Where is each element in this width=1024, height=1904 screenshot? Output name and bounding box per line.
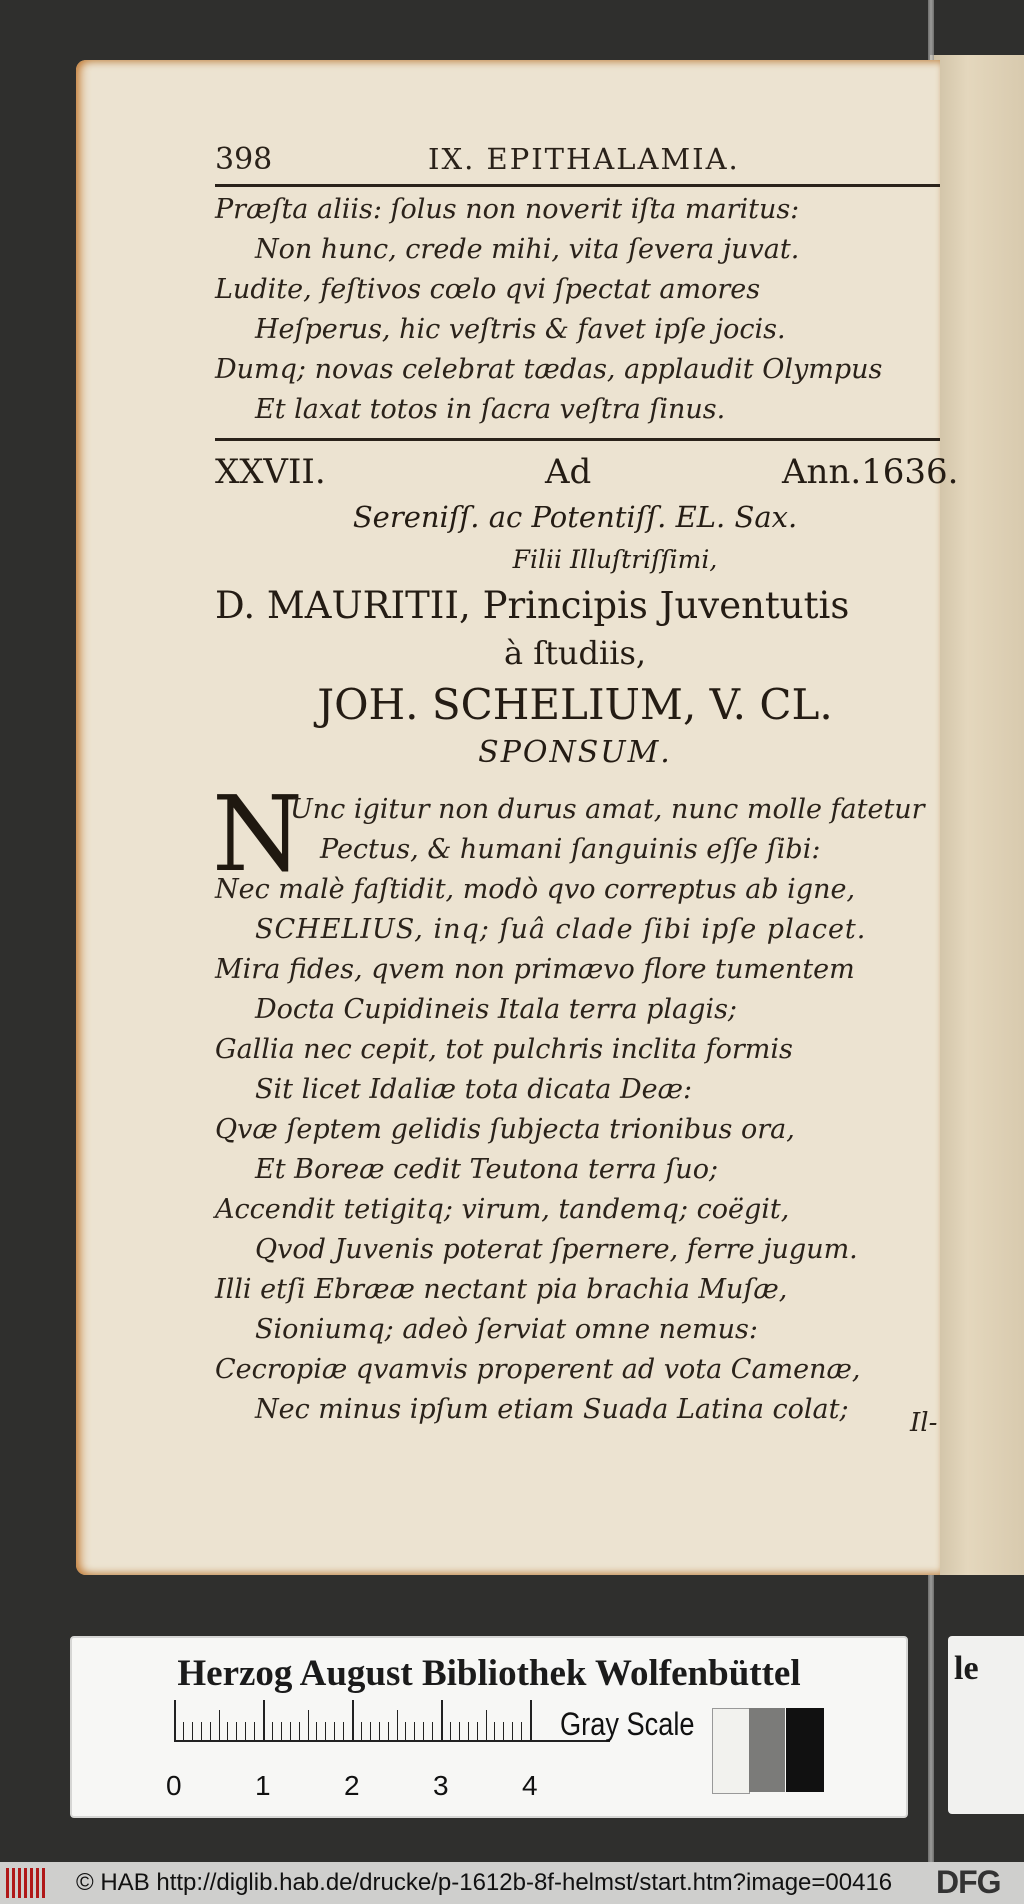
ruler-tick [192, 1722, 193, 1740]
ruler-tick [441, 1700, 443, 1740]
ruler-tick [379, 1722, 380, 1740]
ruler-number: 3 [433, 1770, 449, 1801]
heading-line-5: JOH. SCHELIUM, V. CL. [317, 680, 833, 729]
ruler-tick [281, 1722, 282, 1740]
verse-line: Nec malè faſtidit, modò qvo correptus ab igne, [215, 874, 856, 905]
ruler-tick [530, 1700, 532, 1740]
verse-line: Mira fides, qvem non primævo flore tumentem [215, 954, 855, 985]
verse-line: Heſperus, hic veſtris & favet ipſe jocis. [255, 314, 786, 345]
ruler-tick [325, 1722, 326, 1740]
hab-logo-icon [6, 1868, 48, 1898]
ruler-tick [299, 1722, 300, 1740]
footer-citation: © HAB http://diglib.hab.de/drucke/p-1612b-8f-helmst/start.htm?image=00416 [76, 1869, 893, 1896]
catchword: Il- [910, 1408, 938, 1438]
swatch-black [786, 1708, 824, 1792]
verse-line: Cecropiæ qvamvis properent ad vota Camenæ, [215, 1354, 861, 1385]
ruler-tick [414, 1722, 415, 1740]
ruler-number: 0 [166, 1770, 182, 1801]
ruler-tick [352, 1700, 354, 1740]
verse-line: Præſta aliis: ſolus non noverit iſta maritus: [215, 194, 800, 225]
ruler-tick [316, 1722, 317, 1740]
ruler-tick [521, 1722, 522, 1740]
verse-line: Unc igitur non durus amat, nunc molle fatetur [290, 794, 925, 825]
drop-cap: N [212, 773, 303, 895]
verse-line: Nec minus ipſum etiam Suada Latina colat; [255, 1394, 849, 1425]
swatch-gray [749, 1708, 785, 1792]
ruler-tick [388, 1722, 389, 1740]
ruler-tick [494, 1722, 495, 1740]
ruler-tick [450, 1722, 451, 1740]
verse-line: Qvæ ſeptem gelidis ſubjecta trionibus ora, [215, 1114, 795, 1145]
heading-year: Ann.1636. [782, 452, 959, 492]
verse-line: Sioniumq; adeò ſerviat omne nemus: [255, 1314, 758, 1345]
ruler-tick [254, 1722, 255, 1740]
verse-line: Et Boreæ cedit Teutona terra ſuo; [255, 1154, 719, 1185]
heading-line-2: Filii Illuſtriſſimi, [512, 545, 718, 574]
next-page-edge [930, 55, 1024, 1575]
verse-line: Ludite, feſtivos cœlo qvi ſpectat amores [215, 274, 761, 305]
verse-line: Gallia nec cepit, tot pulchris inclita formis [215, 1034, 793, 1065]
ruler-tick [361, 1722, 362, 1740]
footer-bar [0, 1862, 1024, 1904]
ruler-tick [423, 1722, 424, 1740]
ruler-tick [236, 1722, 237, 1740]
ruler-tick [263, 1700, 265, 1740]
second-color-card [948, 1636, 1024, 1814]
dfg-logo: DFG [936, 1864, 1001, 1900]
heading-line-3: D. MAURITII, Principis Juventutis [215, 584, 850, 627]
heading-line-1: Sereniſſ. ac Potentiſſ. EL. Sax. [352, 500, 798, 534]
gray-scale-label: Gray Scale [560, 1706, 695, 1742]
ruler-tick [477, 1722, 478, 1740]
verse-line: Pectus, & humani ſanguinis eſſe ſibi: [320, 834, 821, 865]
ruler-tick [503, 1722, 504, 1740]
ruler-number: 4 [522, 1770, 538, 1801]
verse-line: Sit licet Idaliæ tota dicata Deæ: [255, 1074, 693, 1105]
verse-line: Qvod Juvenis poterat ſpernere, ferre jugum. [255, 1234, 858, 1265]
ruler-tick [183, 1722, 184, 1740]
verse-line: Non hunc, crede mihi, vita ſevera juvat. [255, 234, 800, 265]
ruler-tick [397, 1710, 398, 1740]
verse-line: Accendit tetigitq; virum, tandemq; coëgit, [215, 1194, 790, 1225]
ruler-baseline [174, 1740, 610, 1742]
heading-line-4: à ſtudiis, [503, 634, 647, 672]
heading-line-6: SPONSUM. [478, 735, 672, 770]
verse-line: Dumq; novas celebrat tædas, applaudit Olympus [215, 354, 883, 385]
verse-line: SCHELIUS, inq; ſuâ clade ſibi ipſe placet. [255, 914, 867, 945]
ruler-tick [219, 1710, 220, 1740]
ruler-tick [272, 1722, 273, 1740]
verse-line: Docta Cupidineis Itala terra plagis; [255, 994, 738, 1025]
ruler-tick [512, 1722, 513, 1740]
ruler-tick [432, 1722, 433, 1740]
section-rule [215, 438, 940, 441]
verse-line: Illi etſi Ebrææ nectant pia brachia Muſæ, [215, 1274, 788, 1305]
ruler-tick [468, 1722, 469, 1740]
ruler-tick [210, 1722, 211, 1740]
ruler-tick [459, 1722, 460, 1740]
verse-line: Et laxat totos in ſacra veſtra ſinus. [255, 394, 726, 425]
ruler-number: 1 [255, 1770, 271, 1801]
page-number: 398 [215, 142, 273, 177]
ruler-number: 2 [344, 1770, 360, 1801]
color-card [70, 1636, 908, 1818]
ruler-tick [486, 1710, 487, 1740]
card-title: Herzog August Bibliothek Wolfenbüttel [177, 1653, 801, 1694]
second-card-text: le [954, 1650, 979, 1687]
ruler-tick [245, 1722, 246, 1740]
ruler-tick [308, 1710, 309, 1740]
running-title: IX. EPITHALAMIA. [428, 142, 740, 176]
ruler-tick [290, 1722, 291, 1740]
ruler-tick [405, 1722, 406, 1740]
poem-number: XXVII. [215, 452, 326, 492]
ruler-tick [174, 1700, 176, 1740]
swatch-white [712, 1708, 750, 1794]
header-rule [215, 184, 940, 187]
ruler-tick [334, 1722, 335, 1740]
ruler-tick [343, 1722, 344, 1740]
heading-ad: Ad [545, 452, 592, 492]
ruler-tick [201, 1722, 202, 1740]
ruler-tick [227, 1722, 228, 1740]
ruler-tick [370, 1722, 371, 1740]
